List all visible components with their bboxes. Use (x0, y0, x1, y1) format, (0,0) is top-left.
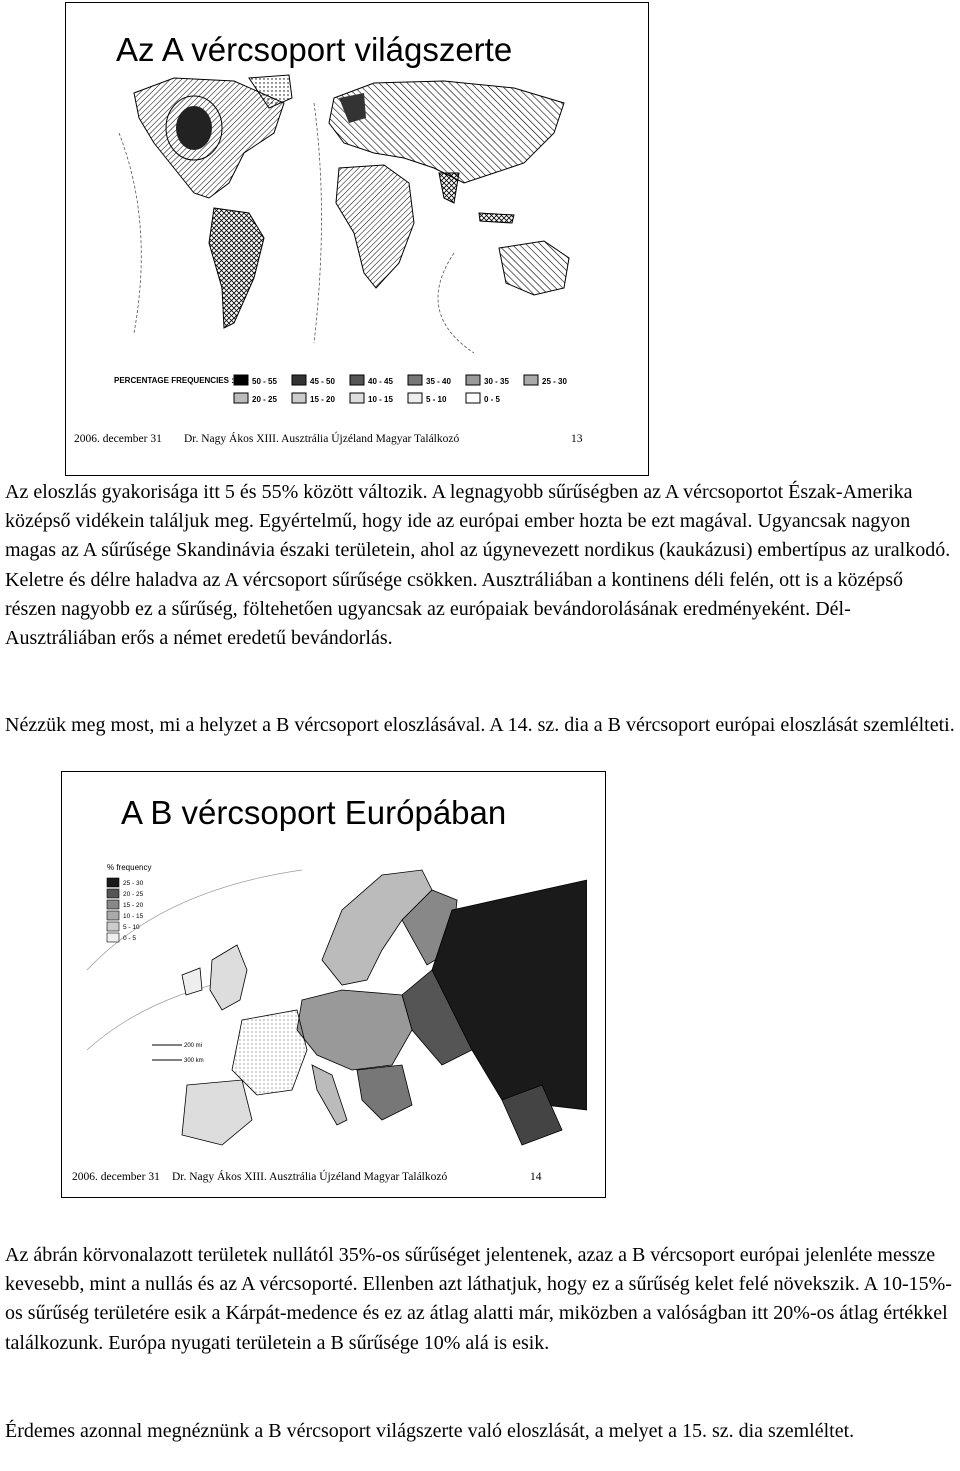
footer-author: Dr. Nagy Ákos XIII. Ausztrália Újzéland Magyar Találkozó (172, 1171, 448, 1183)
paragraph-2: Nézzük meg most, mi a helyzet a B vércsoport eloszlásával. A 14. sz. dia a B vércsoport európai eloszlását szemlélteti. (5, 714, 955, 736)
paragraph-3: Az ábrán körvonalazott területek nullától 35%-os sűrűséget jelentenek, azaz a B vércsoport európai jelenléte messze kevesebb, mint a nullás és az A vércsoporté. Ellenben azt láthatjuk, hogy ez a sűrűség kelet felé növekszik. A 10-15%-os sűrűség területére esik a Kárpát-medence és ez az átlag alatti már, miközben a valóságban itt 20%-os átlag értékkel találkozunk. Európa nyugati területein a B sűrűsége 10% alá is esik. (5, 1244, 952, 1354)
legend-range-label: 35 - 40 (426, 377, 451, 386)
legend-range-label: 15 - 20 (310, 395, 335, 404)
legend-range-label: 40 - 45 (368, 377, 393, 386)
legend-swatch (107, 889, 119, 898)
legend-swatch (350, 375, 364, 385)
scale-mi: 200 mi (184, 1043, 203, 1049)
legend-swatch (408, 375, 422, 385)
legend-range-label: 20 - 25 (123, 891, 144, 898)
legend-range-label: 10 - 15 (368, 395, 393, 404)
footer-page-number: 14 (530, 1171, 542, 1183)
legend-swatch (292, 375, 306, 385)
legend-label: PERCENTAGE FREQUENCIES : (114, 376, 234, 385)
legend-swatch (107, 922, 119, 931)
legend-swatch (107, 900, 119, 909)
legend-swatch (107, 933, 119, 942)
legend-range-label: 50 - 55 (252, 377, 277, 386)
paragraph-4: Érdemes azonnal megnéznünk a B vércsoport világszerte való eloszlását, a melyet a 15. sz. dia szemléltet. (5, 1420, 855, 1442)
legend-swatch (524, 375, 538, 385)
legend-range-label: 30 - 35 (484, 377, 509, 386)
legend-range-label: 0 - 5 (123, 935, 137, 942)
legend-swatch (408, 393, 422, 403)
legend-a (114, 371, 604, 411)
legend-swatch (107, 878, 119, 887)
legend-label: % frequency (107, 863, 152, 872)
legend-swatch (234, 393, 248, 403)
world-map (114, 73, 604, 363)
legend-swatch (350, 393, 364, 403)
europe-map (82, 850, 587, 1150)
legend-range-label: 5 - 10 (426, 395, 447, 404)
legend-range-label: 15 - 20 (123, 902, 144, 909)
slide-title: Az A vércsoport világszerte (116, 31, 513, 68)
legend-range-label: 10 - 15 (123, 913, 144, 920)
legend-swatch (466, 393, 480, 403)
scale-km: 300 km (184, 1058, 204, 1064)
legend-range-label: 0 - 5 (484, 395, 501, 404)
footer-author: Dr. Nagy Ákos XIII. Ausztrália Újzéland Magyar Találkozó (184, 433, 460, 445)
footer-page-number: 13 (571, 433, 583, 445)
legend-swatch (107, 911, 119, 920)
slide-b-europe (61, 771, 606, 1198)
legend-swatch (234, 375, 248, 385)
slide-a-world (65, 2, 649, 476)
slide-title: A B vércsoport Európában (121, 794, 507, 831)
legend-swatch (292, 393, 306, 403)
footer-date: 2006. december 31 (72, 1171, 160, 1183)
legend-range-label: 45 - 50 (310, 377, 335, 386)
legend-range-label: 25 - 30 (123, 880, 144, 887)
legend-range-label: 5 - 10 (123, 924, 140, 931)
legend-range-label: 25 - 30 (542, 377, 567, 386)
legend-range-label: 20 - 25 (252, 395, 277, 404)
footer-date: 2006. december 31 (74, 433, 162, 445)
legend-swatch (466, 375, 480, 385)
paragraph-1: Az eloszlás gyakorisága itt 5 és 55% között változik. A legnagyobb sűrűségben az A vércsoportot Észak-Amerika középső vidékein találjuk meg. Egyértelmű, hogy ide az európai ember hozta be ezt magával. Ugyancsak nagyon magas az A sűrűsége Skandinávia északi területein, ahol az úgynevezett nordikus (kaukázusi) embertípus az uralkodó. Keletre és délre haladva az A vércsoport sűrűsége csökken. Ausztráliában a kontinens déli felén, ott is a középső részen nagyobb ez a sűrűség, föltehetően ugyancsak az európaiak bevándorolásának eredményeként. Dél-Ausztráliában erős a német eredetű bevándorlás. (5, 481, 951, 650)
